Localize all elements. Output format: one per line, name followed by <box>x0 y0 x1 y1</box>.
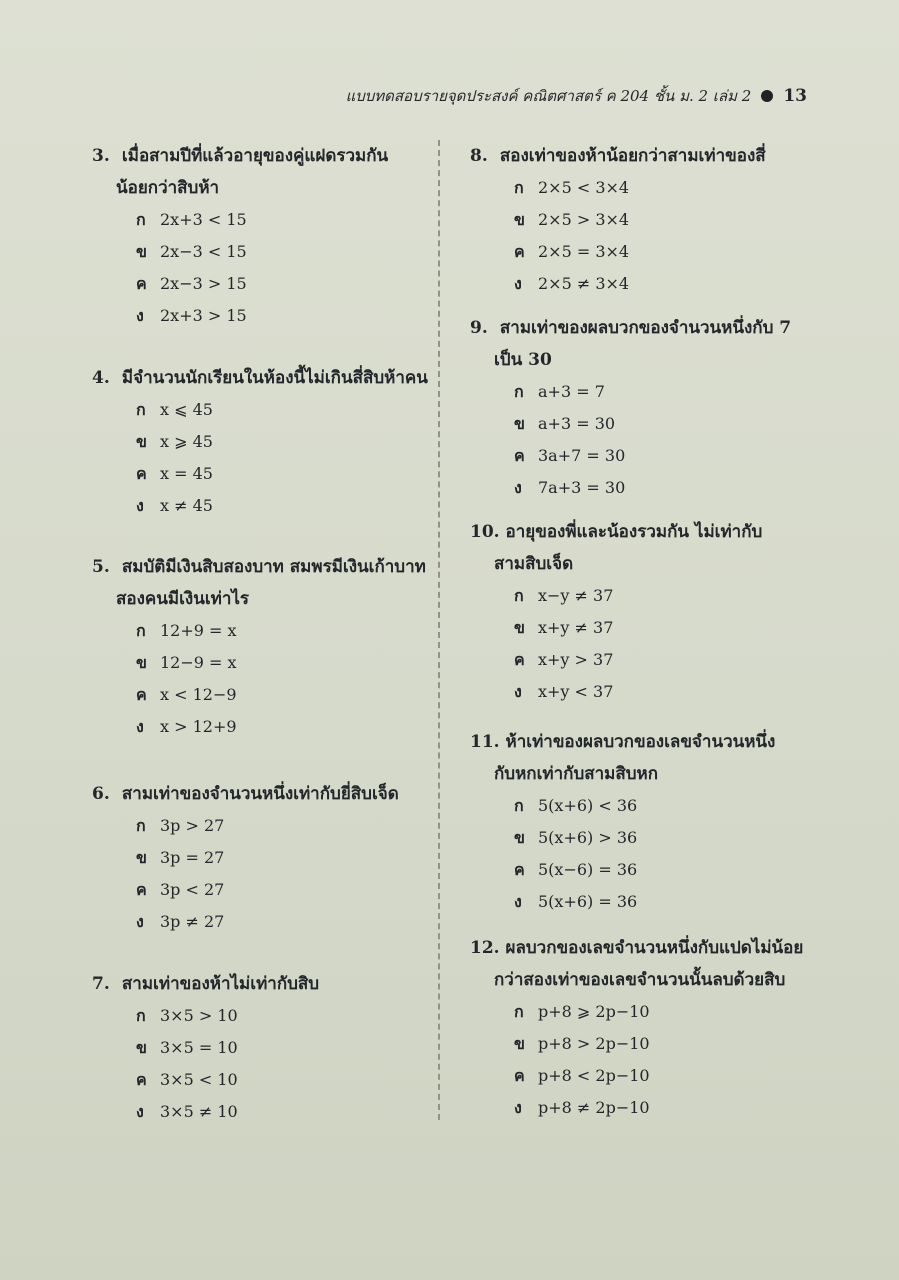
option-text: 2×5 ≠ 3×4 <box>538 274 630 293</box>
option-text: x > 12+9 <box>160 717 237 736</box>
answer-option <box>92 1032 432 1064</box>
question-0 <box>92 140 432 332</box>
option-label: ค <box>514 446 525 465</box>
option-label: ข <box>136 653 147 672</box>
option-label: ก <box>136 1006 146 1025</box>
question-text <box>470 932 810 996</box>
bullet-icon <box>761 90 773 102</box>
question-line-1: สมบัติมีเงินสิบสองบาท สมพรมีเงินเก้าบาท <box>121 557 426 577</box>
question-number: 11. <box>470 732 500 752</box>
question-6 <box>470 312 810 504</box>
option-label: ก <box>514 796 524 815</box>
option-text: 3p = 27 <box>160 848 225 867</box>
option-label: ง <box>136 1102 144 1121</box>
option-label: ค <box>136 1070 147 1089</box>
question-line-1: สามเท่าของจำนวนหนึ่งเท่ากับยี่สิบเจ็ด <box>121 784 399 804</box>
option-label: ง <box>136 306 144 325</box>
answer-option <box>470 822 810 854</box>
question-line-1: ห้าเท่าของผลบวกของเลขจำนวนหนึ่ง <box>505 732 776 752</box>
option-text: 2x+3 < 15 <box>160 210 247 229</box>
option-text: 2x+3 > 15 <box>160 306 247 325</box>
option-text: 3×5 < 10 <box>160 1070 238 1089</box>
answer-option <box>92 711 432 743</box>
question-line-1: มีจำนวนนักเรียนในห้องนี้ไม่เกินสี่สิบห้าคน <box>121 368 428 388</box>
option-label: ง <box>136 912 144 931</box>
option-text: p+8 ⩾ 2p−10 <box>538 1002 650 1021</box>
option-label: ข <box>514 828 525 847</box>
answer-option <box>470 472 810 504</box>
question-number: 9. <box>470 318 488 338</box>
option-text: a+3 = 7 <box>538 382 605 401</box>
answer-option <box>92 236 432 268</box>
question-2 <box>92 551 432 743</box>
question-line-1: ผลบวกของเลขจำนวนหนึ่งกับแปดไม่น้อย <box>505 938 804 958</box>
answer-option <box>470 440 810 472</box>
option-text: 2×5 < 3×4 <box>538 178 630 197</box>
answer-option <box>92 810 432 842</box>
option-label: ง <box>514 478 522 497</box>
option-label: ง <box>136 717 144 736</box>
option-text: x ≠ 45 <box>160 496 213 515</box>
question-line-2: สองคนมีเงินเท่าไร <box>116 589 250 609</box>
option-text: 12+9 = x <box>160 621 237 640</box>
question-line-2: สามสิบเจ็ด <box>494 554 574 574</box>
option-label: ง <box>136 496 144 515</box>
option-label: ก <box>136 621 146 640</box>
answer-option <box>92 1000 432 1032</box>
answer-option <box>470 790 810 822</box>
option-label: ก <box>514 382 524 401</box>
option-label: ข <box>514 414 525 433</box>
answer-option <box>470 1092 810 1124</box>
option-text: 3p > 27 <box>160 816 225 835</box>
option-label: ง <box>514 1098 522 1117</box>
option-text: x+y < 37 <box>538 682 614 701</box>
option-text: x ⩽ 45 <box>160 400 213 419</box>
answer-option <box>92 394 432 426</box>
answer-option <box>92 426 432 458</box>
answer-option <box>92 300 432 332</box>
answer-option <box>470 268 810 300</box>
option-label: ข <box>136 848 147 867</box>
question-text <box>92 968 432 1000</box>
question-text <box>92 140 432 204</box>
answer-option <box>470 1028 810 1060</box>
answer-option <box>470 676 810 708</box>
option-text: 3p < 27 <box>160 880 225 899</box>
option-label: ค <box>514 860 525 879</box>
question-number: 8. <box>470 146 488 166</box>
answer-option <box>470 886 810 918</box>
answer-option <box>470 204 810 236</box>
option-label: ข <box>136 432 147 451</box>
option-label: ข <box>136 242 147 261</box>
answer-option <box>92 268 432 300</box>
question-text <box>470 312 810 376</box>
option-label: ง <box>514 682 522 701</box>
option-label: ค <box>514 1066 525 1085</box>
option-text: 3p ≠ 27 <box>160 912 225 931</box>
option-label: ค <box>136 685 147 704</box>
answer-option <box>470 854 810 886</box>
option-label: ค <box>136 274 147 293</box>
answer-option <box>470 172 810 204</box>
answer-option <box>470 996 810 1028</box>
option-text: x ⩾ 45 <box>160 432 213 451</box>
answer-option <box>470 612 810 644</box>
question-number: 10. <box>470 522 500 542</box>
option-label: ก <box>136 816 146 835</box>
question-line-2: เป็น 30 <box>494 350 552 370</box>
question-text <box>470 516 810 580</box>
option-text: 5(x−6) = 36 <box>538 860 638 879</box>
option-label: ง <box>514 274 522 293</box>
option-label: ค <box>136 464 147 483</box>
question-number: 3. <box>92 146 110 166</box>
answer-option <box>92 647 432 679</box>
question-4 <box>92 968 432 1128</box>
option-text: p+8 < 2p−10 <box>538 1066 650 1085</box>
option-label: ค <box>514 242 525 261</box>
answer-option <box>92 490 432 522</box>
option-text: 2x−3 > 15 <box>160 274 247 293</box>
option-text: 5(x+6) = 36 <box>538 892 638 911</box>
question-number: 5. <box>92 557 110 577</box>
option-text: p+8 ≠ 2p−10 <box>538 1098 650 1117</box>
answer-option <box>470 580 810 612</box>
option-text: 3×5 > 10 <box>160 1006 238 1025</box>
question-text <box>92 362 432 394</box>
option-text: 5(x+6) < 36 <box>538 796 638 815</box>
option-text: 2×5 = 3×4 <box>538 242 630 261</box>
question-line-2: กว่าสองเท่าของเลขจำนวนนั้นลบด้วยสิบ <box>494 970 786 990</box>
answer-option <box>470 644 810 676</box>
answer-option <box>470 408 810 440</box>
header-title: แบบทดสอบรายจุดประสงค์ คณิตศาสตร์ ค 204 ชั้น ม. 2 เล่ม 2 <box>345 87 752 105</box>
option-text: x+y > 37 <box>538 650 614 669</box>
question-number: 6. <box>92 784 110 804</box>
option-text: 3a+7 = 30 <box>538 446 626 465</box>
column-divider <box>438 140 440 1120</box>
question-number: 7. <box>92 974 110 994</box>
question-text <box>470 726 810 790</box>
option-text: x+y ≠ 37 <box>538 618 614 637</box>
question-line-1: สามเท่าของผลบวกของจำนวนหนึ่งกับ 7 <box>499 318 792 338</box>
question-9 <box>470 932 810 1124</box>
question-line-1: สองเท่าของห้าน้อยกว่าสามเท่าของสี่ <box>499 146 766 166</box>
option-text: x−y ≠ 37 <box>538 586 614 605</box>
option-label: ค <box>514 650 525 669</box>
answer-option <box>92 906 432 938</box>
answer-option <box>92 1096 432 1128</box>
option-label: ข <box>514 1034 525 1053</box>
option-label: ข <box>514 210 525 229</box>
question-number: 12. <box>470 938 500 958</box>
option-label: ข <box>514 618 525 637</box>
question-line-2: กับหกเท่ากับสามสิบหก <box>494 764 659 784</box>
option-label: ง <box>514 892 522 911</box>
option-label: ก <box>136 210 146 229</box>
answer-option <box>92 1064 432 1096</box>
question-text <box>92 778 432 810</box>
option-text: x < 12−9 <box>160 685 237 704</box>
option-text: 3×5 ≠ 10 <box>160 1102 238 1121</box>
answer-option <box>92 204 432 236</box>
question-3 <box>92 778 432 938</box>
option-label: ก <box>514 586 524 605</box>
question-text <box>92 551 432 615</box>
option-label: ก <box>136 400 146 419</box>
page-header <box>346 84 807 108</box>
question-line-1: อายุของพี่และน้องรวมกัน ไม่เท่ากับ <box>505 522 763 542</box>
option-text: a+3 = 30 <box>538 414 616 433</box>
question-line-2: น้อยกว่าสิบห้า <box>116 178 220 198</box>
answer-option <box>92 615 432 647</box>
answer-option <box>470 236 810 268</box>
answer-option <box>92 679 432 711</box>
option-text: 2x−3 < 15 <box>160 242 247 261</box>
answer-option <box>92 842 432 874</box>
question-1 <box>92 362 432 522</box>
question-line-1: สามเท่าของห้าไม่เท่ากับสิบ <box>121 974 320 994</box>
option-text: 2×5 > 3×4 <box>538 210 630 229</box>
option-text: 12−9 = x <box>160 653 237 672</box>
answer-option <box>92 874 432 906</box>
question-text <box>470 140 810 172</box>
question-number: 4. <box>92 368 110 388</box>
option-text: p+8 > 2p−10 <box>538 1034 650 1053</box>
page-number: 13 <box>783 86 807 106</box>
question-7 <box>470 516 810 708</box>
option-label: ข <box>136 1038 147 1057</box>
option-text: 3×5 = 10 <box>160 1038 238 1057</box>
option-label: ค <box>136 880 147 899</box>
question-5 <box>470 140 810 300</box>
question-line-1: เมื่อสามปีที่แล้วอายุของคู่แฝดรวมกัน <box>121 146 389 166</box>
option-text: 7a+3 = 30 <box>538 478 626 497</box>
question-8 <box>470 726 810 918</box>
option-text: x = 45 <box>160 464 213 483</box>
option-label: ก <box>514 178 524 197</box>
option-label: ก <box>514 1002 524 1021</box>
option-text: 5(x+6) > 36 <box>538 828 638 847</box>
answer-option <box>470 376 810 408</box>
answer-option <box>470 1060 810 1092</box>
answer-option <box>92 458 432 490</box>
